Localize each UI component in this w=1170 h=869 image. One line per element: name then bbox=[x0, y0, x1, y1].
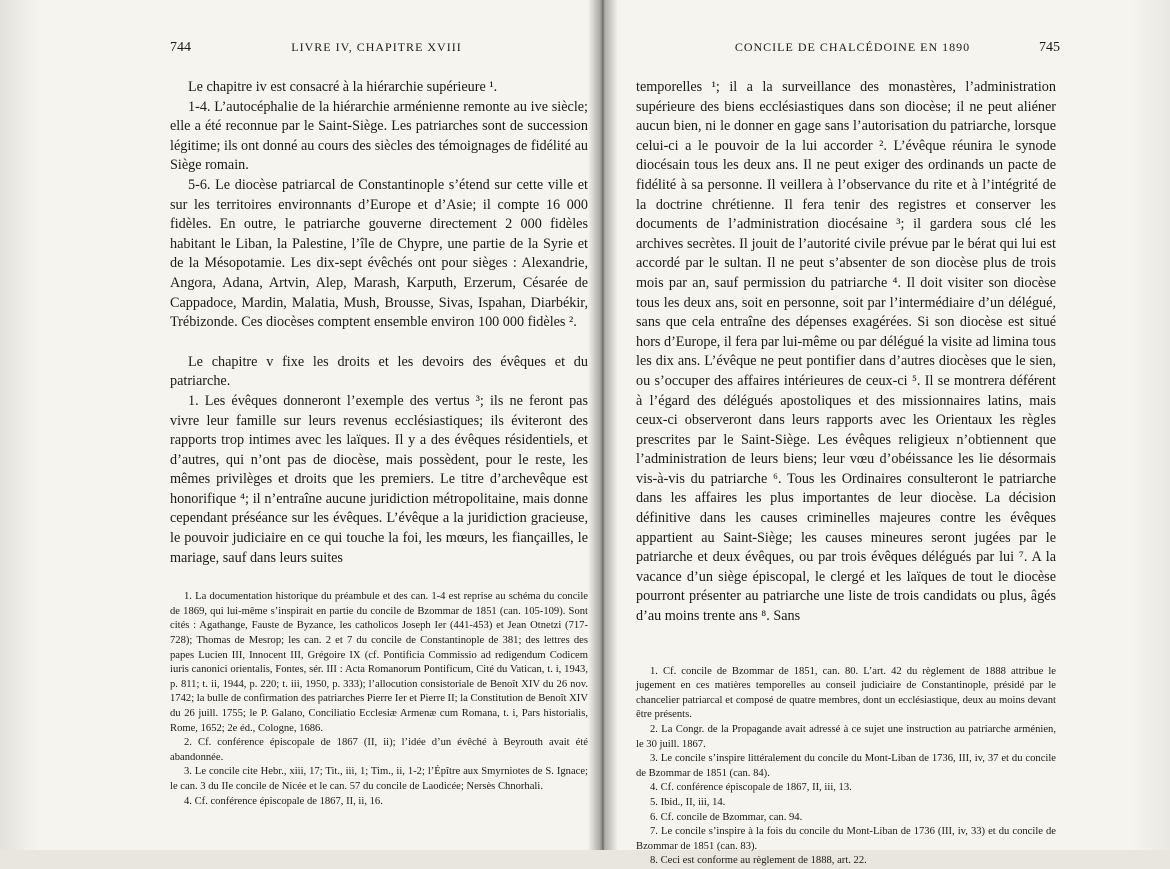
page-edge-shadow bbox=[0, 0, 40, 850]
footnote: 8. Ceci est conforme au règlement de 1888, art. 22. bbox=[650, 855, 867, 867]
book-gutter bbox=[588, 0, 618, 850]
footnote: 3. Le concile s’inspire littéralement du concile du Mont-Liban de 1736, III, iv, 37 et du concile de Bzommar de 1851 (can. 84). bbox=[636, 753, 1056, 779]
footnote: 1. Cf. concile de Bzommar de 1851, can. 80. L’art. 42 du règlement de 1888 attribue le jugement en ces matières temporelles au conseil judiciaire de Constantinople, présidé par le chancelier patriarcal et composé de quatre membres, dont un ecclésiastique, deux au moins devant être présents. bbox=[636, 665, 1056, 721]
running-head-title: LIVRE IV, CHAPITRE XVIII bbox=[291, 40, 462, 54]
page-number: 745 bbox=[1039, 40, 1060, 55]
body-text bbox=[170, 78, 588, 568]
running-head-title: CONCILE DE CHALCÉDOINE EN 1890 bbox=[734, 40, 971, 54]
paragraph: temporelles ¹; il a la surveillance des monastères, l’administration supérieure des biens ecclésiastiques dans son diocèse; il ne peut aliéner aucun bien, ni le donner en gage sans l’autorisation du patriarche, lorsque celui-ci a le pouvoir de la lui accorder ². L’évêque réunira le synode diocésain tous les deux ans. Il ne peut exiger des ordinands un pacte de fidélité à sa personne. Il veillera à l’observance du rite et à l’intégrité de la doctrine chrétienne. Il fera tenir des registres et conserver les documents de l’administration diocésaine ³; il gardera sous clé les archives secrètes. Il jouit de l’autorité civile prévue par le bérat qui lui est accordé par le sultan. Il ne peut s’absenter de son diocèse plus de trois mois par an, sauf permission du patriarche ⁴. Il doit visiter son diocèse tous les deux ans, soit en personne, soit par l’intermédiaire d’un délégué, sans que cela entraîne des dépenses exagérées. Si son diocèse est situé hors d’Europe, il fera par lui-même ou par délégué la visite ad limina tous les dix ans. L’évêque ne peut pontifier dans d’autres diocèses que le sien, ou s’occuper des affaires intérieures de ceux-ci ⁵. Il se montrera déférent à l’égard des délégués apostoliques et des missionnaires latins, mais ceux-ci observeront dans leurs rapports avec les Orientaux les règles prescrites par le Saint-Siège. Les évêques religieux n’obtiennent que l’administration de leurs biens; leur vœu d’obéissance les lie désormais vis-à-vis du patriarche ⁶. Tous les Ordinaires consulteront le patriarche dans les affaires les plus importantes de leur diocèse. La décision définitive dans les causes criminelles majeures contre les évêques appartient au Saint-Siège; les causes mineures seront jugées par le patriarche et deux évêques, ou par trois évêques délégués par lui ⁷. A la vacance d’un siège épiscopal, le clergé et les laïques de tout le diocèse pourront présenter au patriarche une liste de trois candidats ou plus, âgés d’au moins trente ans ⁸. Sans bbox=[636, 79, 1056, 625]
page-number: 744 bbox=[170, 40, 191, 55]
footnote: 2. Cf. conférence épiscopale de 1867 (II, ii); l’idée d’un évêché à Beyrouth avait été abandonnée. bbox=[170, 737, 588, 763]
footnotes bbox=[170, 590, 588, 809]
paragraph: Le chapitre v fixe les droits et les devoirs des évêques et du patriarche. bbox=[170, 353, 588, 390]
footnote: 7. Le concile s’inspire à la fois du concile du Mont-Liban de 1736 (III, iv, 33) et du concile de Bzommar de 1851 (can. 83). bbox=[636, 826, 1056, 852]
paragraph: 1-4. L’autocéphalie de la hiérarchie arménienne remonte au ive siècle; elle a été reconnue par le Saint-Siège. Les patriarches sont de succession légitime; ils ont donné au cours des siècles des témoignages de fidélité au Siège romain. bbox=[170, 98, 588, 174]
footnote: 6. Cf. concile de Bzommar, can. 94. bbox=[650, 811, 803, 823]
right-page bbox=[604, 0, 1170, 867]
body-text bbox=[636, 78, 1056, 627]
footnote: 5. Ibid., II, iii, 14. bbox=[650, 796, 726, 808]
running-head-right bbox=[636, 40, 1060, 62]
footnote: 2. La Congr. de la Propagande avait adressé à ce sujet une instruction au patriarche arménien, le 30 juill. 1867. bbox=[636, 724, 1056, 750]
paragraph: 5-6. Le diocèse patriarcal de Constantinople s’étend sur cette ville et sur les territoires environnants d’Europe et d’Asie; il compte 16 000 fidèles. En outre, le patriarche gouverne directement 2 000 fidèles habitant le Liban, la Palestine, l’île de Chypre, une partie de la Syrie et de la Mésopotamie. Les dix-sept évêchés ont pour sièges : Alexandrie, Angora, Adana, Artvin, Alep, Marash, Karputh, Erzerum, Césarée de Cappadoce, Mardin, Malatia, Mush, Brousse, Sivas, Ispahan, Diarbékir, Trébizonde. Ces diocèses comptent ensemble environ 100 000 fidèles ². bbox=[170, 176, 588, 331]
page-edge-shadow bbox=[1130, 0, 1170, 850]
paragraph: 1. Les évêques donneront l’exemple des vertus ³; ils ne feront pas vivre leur famille sur leurs revenus ecclésiastiques; ils éviteront des rapports trop intimes avec les laïques. Il y a des évêques résidentiels, et d’autres, qui n’ont pas de diocèse, mais possèdent, pour le reste, les mêmes privilèges et droits que les premiers. Le titre d’archevêque est honorifique ⁴; il n’entraîne aucune juridiction métropolitaine, mais donne cependant préséance sur les évêques. L’évêque a la juridiction gracieuse, le pouvoir judiciaire en ce qui touche la foi, les mœurs, les fiançailles, le mariage, sauf dans leurs suites bbox=[170, 392, 588, 566]
footnotes bbox=[636, 665, 1056, 869]
paragraph: Le chapitre iv est consacré à la hiérarchie supérieure ¹. bbox=[188, 79, 498, 95]
running-head-left bbox=[170, 40, 592, 62]
footnote: 3. Le concile cite Hebr., xiii, 17; Tit., iii, 1; Tim., ii, 1-2; l’Épître aux Smyrniotes de S. Ignace; le can. 3 du IIe concile de Nicée et le can. 57 du concile de Laodicée; Nersès Chnorhali. bbox=[170, 766, 588, 792]
footnote: 4. Cf. conférence épiscopale de 1867, II, ii, 16. bbox=[184, 795, 383, 807]
footnote: 1. La documentation historique du préambule et des can. 1-4 est reprise au schéma du concile de 1869, qui lui-même s’inspirait en partie du concile de Bzommar de 1851 (can. 105-109). Sont cités : Agathange, Fauste de Byzance, les catholicos Joseph Ier (441-453) et Jean Otnetzi (717-728); Thomas de Mesrop; les can. 2 et 7 du concile de Constantinople de 381; des lettres des papes Lucien III, Innocent III, Grégoire IX (cf. Pontificia Commissio ad redigendum Codicem iuris canonici orientalis, Fontes, sér. III : Acta Romanorum Pontificum, Cité du Vatican, t. i, 1943, p. 811; t. ii, 1944, p. 220; t. iii, 1950, p. 333); l’allocution consistoriale de Benoît XIV du 26 nov. 1742; la bulle de confirmation des patriarches Pierre Ier et Pierre II; la Constitution de Benoît XIV du 26 juill. 1755; le P. Galano, Conciliatio Ecclesiæ Armenæ cum Romana, t. i, Pars historialis, Rome, 1652; 2e éd., Cologne, 1686. bbox=[170, 591, 588, 734]
footnote: 4. Cf. conférence épiscopale de 1867, II, iii, 13. bbox=[650, 782, 852, 794]
